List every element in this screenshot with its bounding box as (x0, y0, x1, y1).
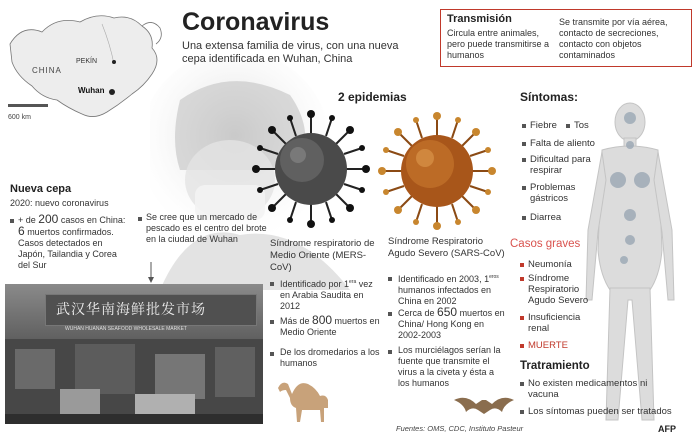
market-sign-text: 武汉华南海鲜批发市场 (56, 301, 206, 317)
treatment-title: Tratramiento (520, 360, 590, 372)
bullet-icon (138, 217, 142, 221)
severe-item-sars (520, 273, 600, 306)
page-title: Coronavirus (182, 8, 330, 36)
bullet-icon (388, 312, 392, 316)
map-scale-label: 600 km (8, 114, 31, 121)
bullet-icon (520, 410, 524, 414)
new-strain-title: Nueva cepa (10, 183, 72, 195)
sars-bullet-1-text (398, 272, 506, 307)
severe-label-death: MUERTE (528, 340, 568, 351)
epidemics-title: 2 epidemias (338, 90, 407, 104)
new-strain-bullet-1-text (18, 214, 128, 271)
mers-bullet-1 (270, 277, 382, 312)
mers-b2-b: muertos en Medio Oriente (280, 316, 380, 337)
new-strain-year-line: 2020: nuevo coronavirus (10, 198, 109, 208)
bullet-icon (522, 142, 526, 146)
sars-name: Síndrome Respiratorio Agudo Severo (SARS-CoV) (388, 236, 505, 259)
map-city-label: Wuhan (78, 86, 105, 95)
bullet-icon (270, 320, 274, 324)
map-capital-label: PEKÍN (76, 58, 98, 65)
mers-virus-illustration (252, 110, 370, 228)
severe-label: Neumonía (528, 259, 572, 270)
bullet-icon (520, 263, 524, 267)
deaths-count: 6 (18, 224, 25, 238)
bullet-icon (566, 124, 570, 128)
cases-count: 200 (38, 212, 59, 226)
market-sign-subtext: WUHAN HUANAN SEAFOOD WHOLESALE MARKET (65, 326, 187, 332)
afp-logo: AFP (658, 424, 676, 434)
market-photo (5, 284, 263, 424)
sars-b2-a: Cerca de (398, 308, 438, 318)
transmission-title: Transmisión (447, 13, 512, 25)
transmission-left-text: Circula entre animales, pero puede transmitirse a humanos (447, 28, 550, 60)
severe-cases-title: Casos graves (510, 238, 581, 250)
bullet-icon (520, 316, 524, 320)
sars-bullet-2 (388, 307, 506, 341)
symptom-label: Dificultad para respirar (530, 154, 591, 176)
mers-name: Síndrome respiratorio de Medio Oriente (MERS-CoV) (270, 238, 375, 273)
symptom-label: Diarrea (530, 212, 562, 223)
sars-bullet-3 (388, 345, 506, 389)
symptom-item-gastric (522, 182, 592, 204)
mers-b1-sup: era (349, 279, 357, 285)
bullet-icon (270, 282, 274, 286)
bullet-icon (388, 350, 392, 354)
mers-deaths-count: 800 (312, 313, 333, 327)
mers-bullet-3 (270, 347, 382, 369)
transmission-right-text: Se transmite por vía aérea, contacto de secreciones, contacto con objetos contaminados (559, 17, 668, 60)
bullet-icon (522, 124, 526, 128)
camel-icon (272, 370, 342, 425)
cases-suffix: muertos confirmados. Casos detectados en Japón, Tailandia y Corea del Sur (18, 227, 117, 270)
bullet-icon (522, 158, 526, 162)
mers-b2-a: Más de (280, 316, 313, 326)
market-sign (45, 294, 257, 326)
mers-b1-b: vez en Arabia Saudita en 2012 (280, 279, 373, 311)
bullet-icon (270, 352, 274, 356)
treatment-label: No existen medicamentos ni vacuna (528, 378, 648, 400)
symptom-label: Falta de aliento (530, 138, 595, 149)
sars-deaths-count: 650 (437, 305, 458, 319)
new-strain-bullet-1 (8, 214, 128, 271)
bullet-icon (522, 216, 526, 220)
bullet-icon (520, 382, 524, 386)
mers-bullet-2 (270, 315, 382, 338)
sars-bullet-2-text (398, 307, 506, 341)
severe-label: Insuficiencia renal (528, 312, 581, 334)
sars-bullet-3-text: Los murciélagos serían la fuente que transmite el virus a la civeta y ésta a los humanos (398, 345, 501, 388)
arrow-down-icon (148, 262, 154, 284)
treatment-label: Los síntomas pueden ser tratados (528, 406, 672, 417)
symptoms-title: Síntomas: (520, 90, 579, 104)
bullet-icon (520, 277, 524, 281)
sars-bullet-1 (388, 272, 506, 307)
mers-bullet-1-text (280, 277, 382, 312)
cases-prefix: + de (18, 215, 39, 225)
sars-virus-illustration (378, 112, 496, 230)
symptom-label: Fiebre (530, 120, 557, 131)
severe-item-renal (520, 312, 600, 334)
sources-text: Fuentes: OMS, CDC, Instituto Pasteur (396, 424, 524, 433)
cases-mid: casos en China: (58, 215, 126, 225)
mers-bullet-3-text: De los dromedarios a los humanos (280, 347, 380, 368)
mers-b1-a: Identificado por 1 (280, 279, 350, 289)
transmission-box (440, 9, 692, 67)
symptom-label: Tos (574, 120, 589, 131)
sars-b1-a: Identificado en 2003, 1 (398, 274, 490, 284)
treatment-item-1 (520, 378, 660, 400)
sars-b1-b: humanos infectados en China en 2002 (398, 285, 492, 306)
bullet-icon (520, 344, 524, 348)
map-country-label: CHINA (32, 66, 62, 75)
new-strain-bullet-2-text: Se cree que un mercado de pescado es el centro del brote en la ciudad de Wuhan (146, 212, 267, 244)
bat-icon (452, 392, 516, 418)
symptom-item-breathing-difficulty (522, 154, 602, 176)
sars-b2-b: muertos en China/ Hong Kong en 2002-2003 (398, 308, 505, 340)
bullet-icon (10, 219, 14, 223)
severe-label: Síndrome Respiratorio Agudo Severo (528, 273, 589, 306)
symptom-label: Problemas gástricos (530, 182, 576, 204)
page-subtitle: Una extensa familia de virus, con una nueva cepa identificada en Wuhan, China (182, 40, 399, 65)
bullet-icon (388, 277, 392, 281)
sars-b1-sup: eros (489, 274, 499, 280)
mers-bullet-2-text (280, 315, 382, 338)
market-building (5, 339, 263, 424)
bullet-icon (522, 186, 526, 190)
